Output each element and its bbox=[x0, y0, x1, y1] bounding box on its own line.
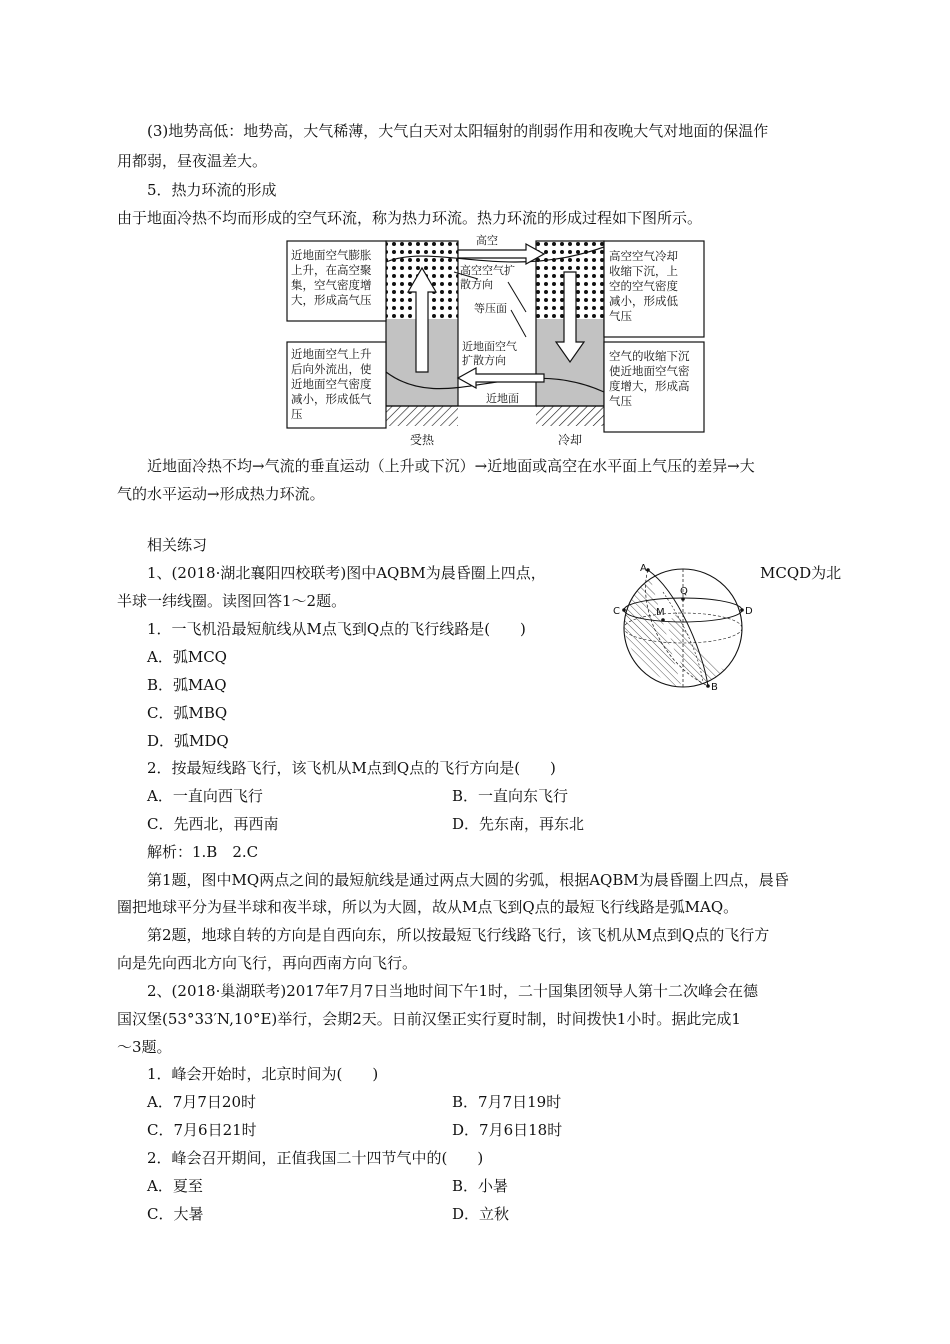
label-lower-flow: 扩散方向 bbox=[462, 354, 506, 367]
box-tr-line: 减小，形成低 bbox=[609, 294, 678, 308]
box-bl-line: 减小，形成低气 bbox=[291, 392, 372, 406]
box-bl-line: 压 bbox=[291, 407, 303, 421]
box-tr-line: 高空空气冷却 bbox=[609, 249, 678, 263]
globe-label-a: A bbox=[640, 563, 647, 574]
svg-text:近地面空气膨胀 上升，在高空聚 集，空气密度 bbox=[291, 248, 375, 307]
question-2: 2．按最短线路飞行，该飞机从M点到Q点的飞行方向是( ) bbox=[147, 759, 556, 777]
explanation-2: 第2题，地球自转的方向是自西向东，所以按最短飞行线路飞行，该飞机从M点到Q点的飞行方 bbox=[147, 926, 770, 944]
globe-label-c: C bbox=[613, 606, 620, 617]
option-1a: A．弧MCQ bbox=[147, 648, 227, 666]
paragraph-process-cont: 气的水平运动→形成热力环流。 bbox=[117, 485, 325, 503]
problem1-intro-right: MCQD为北 bbox=[760, 564, 842, 582]
option-s2a: A．夏至 bbox=[147, 1177, 203, 1195]
problem2-intro-cont2: ～3题。 bbox=[117, 1038, 172, 1056]
box-bl-line: 近地面空气上升 bbox=[291, 347, 372, 361]
label-cooled: 冷却 bbox=[558, 433, 583, 447]
option-s1c: C．7月6日21时 bbox=[147, 1121, 257, 1139]
option-1d: D．弧MDQ bbox=[147, 732, 229, 750]
ground-hatch-right bbox=[536, 406, 604, 426]
section-heading: 5．热力环流的形成 bbox=[147, 181, 277, 199]
paragraph-terrain: (3)地势高低：地势高，大气稀薄，大气白天对太阳辐射的削弱作用和夜晚大气对地面的保温作 bbox=[147, 122, 769, 140]
option-s2b: B．小暑 bbox=[452, 1177, 509, 1195]
paragraph-process: 近地面冷热不均→气流的垂直运动（上升或下沉）→近地面或高空在水平面上气压的差异→大 bbox=[147, 457, 755, 475]
problem1-intro-cont: 半球一纬线圈。读图回答1～2题。 bbox=[117, 592, 347, 610]
box-tl-line: 近地面空气膨胀 bbox=[291, 248, 372, 262]
label-heated: 受热 bbox=[410, 433, 435, 447]
svg-text:高空空气扩 散方向 bbox=[460, 263, 519, 291]
explanation-1-cont: 圈把地球平分为昼半球和夜半球，所以为大圆，故从M点飞到Q点的最短飞行线路是弧MAQ。 bbox=[117, 898, 739, 916]
label-surface: 近地面 bbox=[486, 392, 519, 405]
option-s1b: B．7月7日19时 bbox=[452, 1093, 562, 1111]
problem1-intro: 1、(2018·湖北襄阳四校联考)图中AQBM为晨昏圈上四点， bbox=[147, 564, 546, 582]
problem2-intro-cont: 国汉堡(53°33′N,10°E)举行，会期2天。日前汉堡正实行夏时制，时间拨快1小时。据此完成1 bbox=[117, 1010, 741, 1028]
option-s2c: C．大暑 bbox=[147, 1205, 204, 1223]
exercise-heading: 相关练习 bbox=[147, 536, 208, 554]
globe-figure bbox=[608, 562, 758, 697]
option-2a: A．一直向西飞行 bbox=[147, 787, 263, 805]
box-br-line: 空气的收缩下沉 bbox=[609, 349, 690, 363]
option-s1a: A．7月7日20时 bbox=[147, 1093, 257, 1111]
label-lower-flow: 近地面空气 bbox=[462, 340, 517, 353]
box-br-line: 使近地面空气密 bbox=[609, 364, 690, 378]
question-s2: 2．峰会召开期间，正值我国二十四节气中的( ) bbox=[147, 1149, 484, 1167]
paragraph-terrain-cont: 用都弱，昼夜温差大。 bbox=[117, 152, 268, 170]
box-tr-line: 气压 bbox=[609, 309, 632, 323]
explanation-2-cont: 向是先向西北方向飞行，再向西南方向飞行。 bbox=[117, 954, 418, 972]
option-2c: C．先西北，再西南 bbox=[147, 815, 279, 833]
globe-label-q: Q bbox=[680, 586, 688, 597]
box-tr-line: 收缩下沉，上 bbox=[609, 264, 678, 278]
globe-label-d: D bbox=[745, 606, 753, 617]
box-tl-line: 大，形成高气压 bbox=[291, 293, 372, 307]
globe-label-m: M bbox=[656, 607, 665, 618]
question-s1: 1．峰会开始时，北京时间为( ) bbox=[147, 1065, 379, 1083]
lower-flow-arrow bbox=[458, 368, 544, 388]
box-br-line: 度增大，形成高 bbox=[609, 379, 690, 393]
thermal-circulation-diagram bbox=[286, 232, 706, 450]
box-tr-line: 空的空气密度 bbox=[609, 279, 678, 293]
label-isobar: 等压面 bbox=[474, 302, 507, 315]
option-s2d: D．立秋 bbox=[452, 1205, 510, 1223]
explanation-1: 第1题，图中MQ两点之间的最短航线是通过两点大圆的劣弧，根据AQBM为晨昏圈上四点，晨昏 bbox=[147, 871, 789, 889]
option-2d: D．先东南，再东北 bbox=[452, 815, 585, 833]
option-s1d: D．7月6日18时 bbox=[452, 1121, 563, 1139]
globe-label-b: B bbox=[711, 682, 718, 693]
box-bl-line: 近地面空气密度 bbox=[291, 377, 372, 391]
label-upper-flow: 高空空气扩 bbox=[460, 264, 515, 277]
box-br-line: 气压 bbox=[609, 394, 632, 408]
option-2b: B．一直向东飞行 bbox=[452, 787, 569, 805]
box-tl-line: 上升，在高空聚 bbox=[291, 263, 372, 277]
label-upper-flow: 散方向 bbox=[460, 278, 493, 291]
svg-text:近地面空气 扩散方向 bbox=[462, 339, 521, 367]
paragraph-definition: 由于地面冷热不均而形成的空气环流，称为热力环流。热力环流的形成过程如下图所示。 bbox=[117, 209, 703, 227]
problem2-intro: 2、(2018·巢湖联考)2017年7月7日当地时间下午1时，二十国集团领导人第十二次峰会在德 bbox=[147, 982, 758, 1000]
answer: 解析：1.B 2.C bbox=[147, 843, 259, 861]
question-1: 1．一飞机沿最短航线从M点飞到Q点的飞行线路是( ) bbox=[147, 620, 526, 638]
option-1c: C．弧MBQ bbox=[147, 704, 228, 722]
ground-hatch-left bbox=[386, 406, 458, 426]
box-tl-line: 集，空气密度增 bbox=[291, 278, 372, 292]
option-1b: B．弧MAQ bbox=[147, 676, 227, 694]
box-bl-line: 后向外流出，使 bbox=[291, 362, 372, 376]
label-gaokong: 高空 bbox=[476, 234, 498, 247]
